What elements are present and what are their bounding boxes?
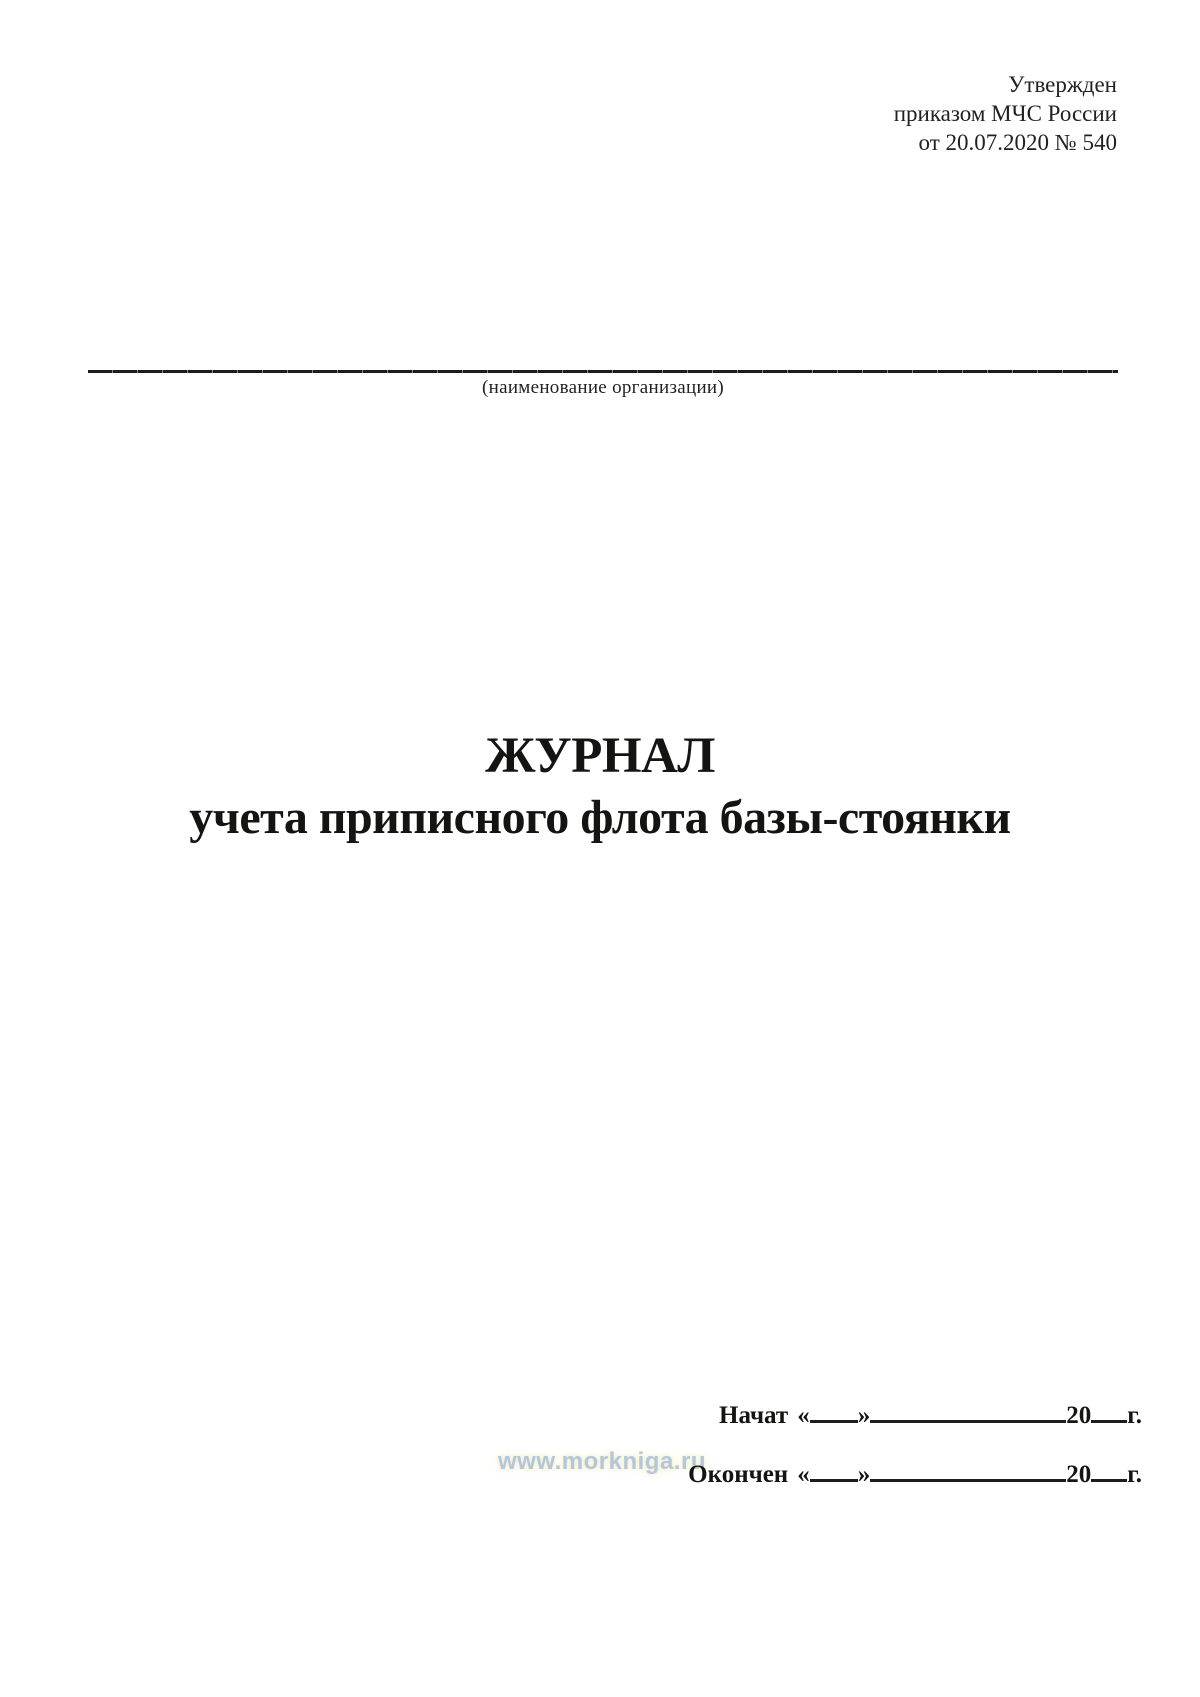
watermark-text: www.morkniga.ru <box>498 1448 706 1475</box>
approval-line-1: Утвержден <box>1008 72 1117 97</box>
started-century: 20 <box>1066 1402 1092 1429</box>
approval-block <box>894 70 1117 157</box>
finished-row <box>688 1461 1142 1489</box>
started-open-quote: « <box>797 1402 810 1429</box>
finished-day-blank <box>810 1470 858 1482</box>
journal-title-main: ЖУРНАЛ <box>485 728 715 784</box>
finished-open-quote: « <box>797 1461 810 1488</box>
started-year-suffix: г. <box>1127 1402 1142 1429</box>
approval-line-3: от 20.07.2020 № 540 <box>918 130 1117 155</box>
journal-title-sub: учета приписного флота базы-стоянки <box>189 791 1011 844</box>
started-day-blank <box>810 1411 858 1423</box>
finished-month-blank <box>870 1470 1066 1482</box>
finished-year-blank <box>1091 1470 1127 1482</box>
organization-name-blank <box>88 370 1118 373</box>
finished-century: 20 <box>1066 1461 1092 1488</box>
journal-title <box>0 726 1200 850</box>
approval-line-2: приказом МЧС России <box>893 101 1117 126</box>
organization-caption: (наименование организации) <box>481 377 725 398</box>
started-year-blank <box>1091 1411 1127 1423</box>
started-close-quote: » <box>857 1402 871 1429</box>
started-label: Начат <box>719 1402 789 1429</box>
finished-label: Окончен <box>688 1461 789 1488</box>
finished-year-suffix: г. <box>1127 1461 1142 1488</box>
started-row <box>719 1402 1142 1430</box>
started-month-blank <box>870 1411 1066 1423</box>
finished-close-quote: » <box>857 1461 871 1488</box>
